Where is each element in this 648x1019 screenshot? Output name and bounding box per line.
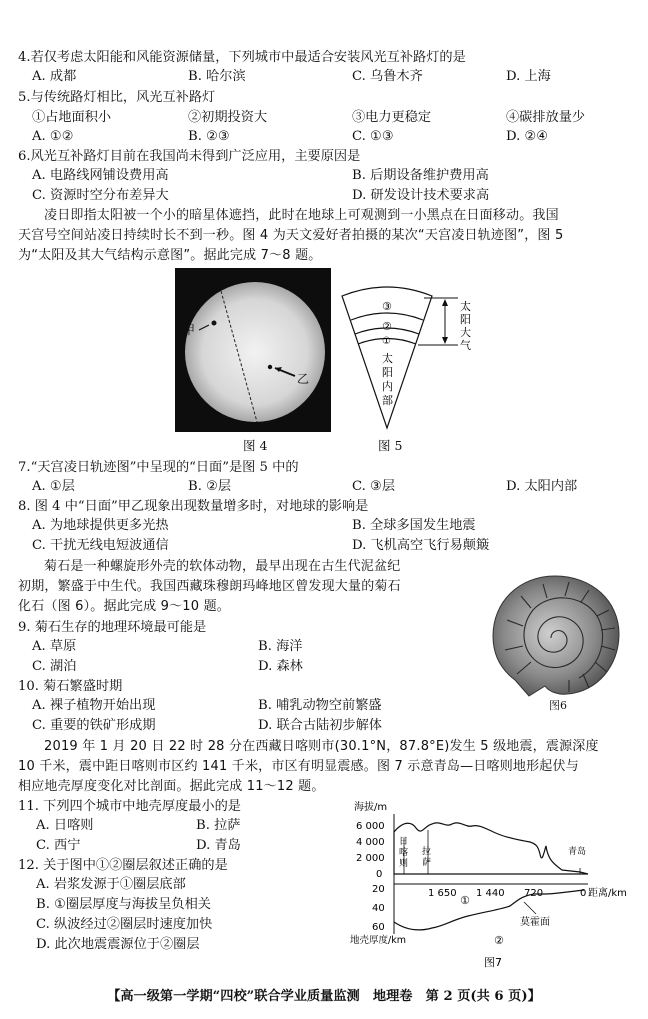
passage3-line-1: 2019 年 1 月 20 日 22 时 28 分在西藏日喀则市(30.1°N，87.8°E)发生 5 级地震，震源深度 xyxy=(44,739,599,754)
svg-text:喀: 喀 xyxy=(399,848,409,858)
fig7-y-bottom-label: 地壳厚度/km xyxy=(350,935,406,946)
q6-option-a: A. 电路线网铺设费用高 xyxy=(32,168,169,183)
svg-text:内: 内 xyxy=(382,380,393,393)
q4-option-b: B. 哈尔滨 xyxy=(188,69,246,84)
fig7-tick-40: 40 xyxy=(372,903,385,914)
svg-text:阳: 阳 xyxy=(460,313,471,326)
q9-option-c: C. 湖泊 xyxy=(32,659,77,674)
fig7-tick-2000: 2 000 xyxy=(356,853,385,864)
q5-option-a: A. ①② xyxy=(32,129,74,144)
q9-option-b: B. 海洋 xyxy=(258,639,303,654)
sunspot-jia xyxy=(212,321,217,326)
passage3-line-3: 相应地壳厚度变化对比剖面。据此完成 11～12 题。 xyxy=(18,779,325,794)
q9-option-d: D. 森林 xyxy=(258,659,303,674)
q4-stem: 4.若仅考虑太阳能和风能资源储量，下列城市中最适合安装风光互补路灯的是 xyxy=(18,50,466,65)
q7-option-d: D. 太阳内部 xyxy=(506,479,578,494)
q4-option-c: C. 乌鲁木齐 xyxy=(352,69,423,84)
fig7-y-top-label: 海拔/m xyxy=(354,802,388,813)
q6-option-d: D. 研发设计技术要求高 xyxy=(352,188,490,203)
q12-option-a: A. 岩浆发源于①圈层底部 xyxy=(36,877,186,892)
layer-1-label: ① xyxy=(382,336,391,347)
city-qingdao-label: 青岛 xyxy=(568,847,587,857)
fig7-x-label: 距离/km xyxy=(588,888,627,899)
q8-option-d: D. 飞机高空飞行易颠簸 xyxy=(352,538,490,553)
fig7-tick-20: 20 xyxy=(372,884,385,895)
city-rikaze-label xyxy=(399,836,408,869)
q8-option-c: C. 干扰无线电短波通信 xyxy=(32,538,169,553)
q7-option-b: B. ②层 xyxy=(188,479,232,494)
fig7-x-tick-1440: 1 440 xyxy=(476,888,505,899)
svg-text:部: 部 xyxy=(382,394,393,407)
figure-4-sun-photo xyxy=(175,268,331,432)
label-jia: 甲 xyxy=(183,323,196,337)
fig7-tick-6000: 6 000 xyxy=(356,821,385,832)
figure-7-caption: 图7 xyxy=(484,956,502,969)
passage2-line-2: 初期，繁盛于中生代。我国西藏珠穆朗玛峰地区曾发现大量的菊石 xyxy=(18,579,401,594)
q11-option-a: A. 日喀则 xyxy=(36,818,94,833)
svg-text:气: 气 xyxy=(460,339,471,352)
q10-option-d: D. 联合古陆初步解体 xyxy=(258,718,382,733)
q8-stem: 8. 图 4 中“日面”甲乙现象出现数量增多时，对地球的影响是 xyxy=(18,499,369,514)
q8-option-a: A. 为地球提供更多光热 xyxy=(32,518,169,533)
q4-option-a: A. 成都 xyxy=(32,69,77,84)
q12-stem: 12. 关于图中①②圈层叙述正确的是 xyxy=(18,858,228,873)
moho-label: 莫霍面 xyxy=(520,917,550,928)
q11-option-b: B. 拉萨 xyxy=(196,818,241,833)
figure-5-sun-structure xyxy=(340,278,480,433)
passage2-line-3: 化石（图 6）。据此完成 9～10 题。 xyxy=(18,599,230,614)
figure-5-caption: 图 5 xyxy=(378,438,403,453)
q5-option-d: D. ②④ xyxy=(506,129,549,144)
fig7-x-tick-720: 720 xyxy=(524,888,544,899)
q7-option-c: C. ③层 xyxy=(352,479,396,494)
svg-text:拉: 拉 xyxy=(422,847,432,857)
q5-item-2: ②初期投资大 xyxy=(188,110,268,125)
layer-3-label: ③ xyxy=(382,300,392,313)
q7-stem: 7.“天宫凌日轨迹图”中呈现的“日面”是图 5 中的 xyxy=(18,460,299,475)
figure-4-caption: 图 4 xyxy=(243,438,268,453)
layer-2-label: ② xyxy=(382,320,392,333)
svg-text:萨: 萨 xyxy=(422,858,432,868)
svg-text:则: 则 xyxy=(399,859,409,869)
q5-item-4: ④碳排放量少 xyxy=(506,110,586,125)
q5-stem: 5.与传统路灯相比，风光互补路灯 xyxy=(18,90,216,105)
fig7-tick-0: 0 xyxy=(376,869,383,880)
q10-option-c: C. 重要的铁矿形成期 xyxy=(32,718,156,733)
q6-option-b: B. 后期设备维护费用高 xyxy=(352,168,489,183)
q7-option-a: A. ①层 xyxy=(32,479,75,494)
q10-stem: 10. 菊石繁盛时期 xyxy=(18,679,123,694)
svg-text:大: 大 xyxy=(460,326,471,339)
fig7-layer-1: ① xyxy=(460,894,470,907)
q10-option-a: A. 裸子植物开始出现 xyxy=(32,698,156,713)
svg-text:太: 太 xyxy=(460,300,471,313)
q6-stem: 6.风光互补路灯目前在我国尚未得到广泛应用，主要原因是 xyxy=(18,149,361,164)
sun-atmosphere-label xyxy=(460,299,471,352)
sun-disk xyxy=(185,282,325,422)
figure-7-terrain-crust-profile xyxy=(348,798,638,970)
svg-text:日: 日 xyxy=(399,837,409,847)
passage1-line-2: 天宫号空间站凌日持续时长不到一秒。图 4 为天文爱好者拍摄的某次“天宫凌日轨迹图”，图 5 xyxy=(18,228,564,243)
q4-option-d: D. 上海 xyxy=(506,69,551,84)
page-footer: 【高一级第一学期“四校”联合学业质量监测 地理卷 第 2 页(共 6 页)】 xyxy=(107,989,541,1004)
figure-6-caption: 图6 xyxy=(549,699,567,712)
fig7-tick-4000: 4 000 xyxy=(356,837,385,848)
q12-option-d: D. 此次地震震源位于②圈层 xyxy=(36,937,200,952)
q5-item-3: ③电力更稳定 xyxy=(352,110,432,125)
q9-stem: 9. 菊石生存的地理环境最可能是 xyxy=(18,620,207,635)
q10-option-b: B. 哺乳动物空前繁盛 xyxy=(258,698,382,713)
q12-option-c: C. 纵波经过②圈层时速度加快 xyxy=(36,917,213,932)
city-lasa-label xyxy=(422,845,431,868)
q5-option-c: C. ①③ xyxy=(352,129,394,144)
figure-6-ammonite-fossil xyxy=(485,568,625,703)
sunspot-yi xyxy=(268,365,272,369)
svg-text:阳: 阳 xyxy=(382,366,393,379)
fig7-tick-60: 60 xyxy=(372,922,385,933)
fig7-layer-2: ② xyxy=(494,934,504,947)
q9-option-a: A. 草原 xyxy=(32,639,77,654)
fig7-x-tick-1650: 1 650 xyxy=(428,888,457,899)
q5-option-b: B. ②③ xyxy=(188,129,230,144)
passage1-line-1: 凌日即指太阳被一个小的暗星体遮挡，此时在地球上可观测到一小黑点在日面移动。我国 xyxy=(44,208,559,223)
passage3-line-2: 10 千米，震中距日喀则市区约 141 千米，市区有明显震感。图 7 示意青岛—日喀则地形起伏与 xyxy=(18,759,579,774)
label-yi: 乙 xyxy=(297,372,310,386)
q11-option-d: D. 青岛 xyxy=(196,838,241,853)
q11-option-c: C. 西宁 xyxy=(36,838,81,853)
passage1-line-3: 为“太阳及其大气结构示意图”。据此完成 7～8 题。 xyxy=(18,248,322,263)
q6-option-c: C. 资源时空分布差异大 xyxy=(32,188,169,203)
q5-item-1: ①占地面积小 xyxy=(32,110,112,125)
q11-stem: 11. 下列四个城市中地壳厚度最小的是 xyxy=(18,799,241,814)
fig7-x-tick-0: 0 xyxy=(580,888,587,899)
svg-text:太: 太 xyxy=(382,352,393,365)
passage2-line-1: 菊石是一种螺旋形外壳的软体动物，最早出现在古生代泥盆纪 xyxy=(44,559,401,574)
q12-option-b: B. ①圈层厚度与海拔呈负相关 xyxy=(36,897,211,912)
q8-option-b: B. 全球多国发生地震 xyxy=(352,518,476,533)
